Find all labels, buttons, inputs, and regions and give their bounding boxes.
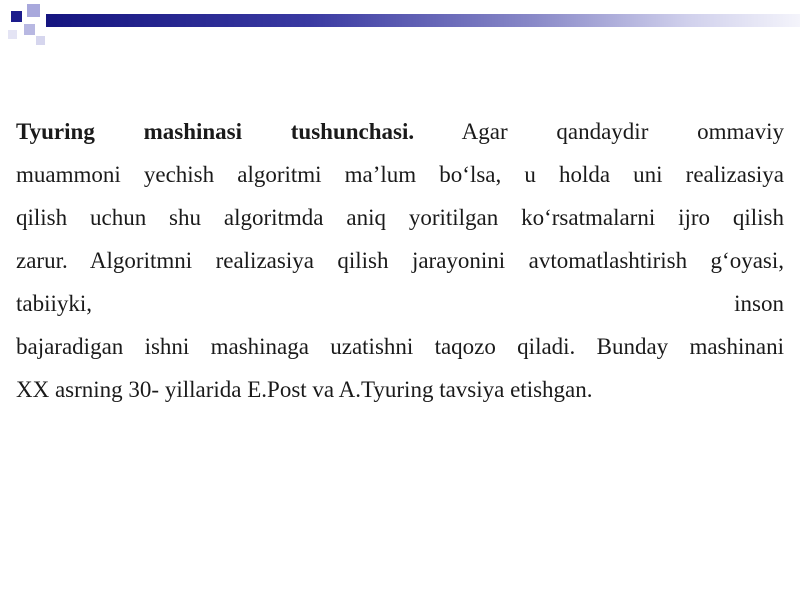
decorative-square <box>24 24 35 35</box>
text-line: bajaradigan ishni mashinaga uzatishni taqozo qiladi. Bunday mashinani <box>16 334 784 359</box>
text-line: XX asrning 30- yillarida E.Post va A.Tyuring tavsiya etishgan. <box>16 377 593 402</box>
text-line: qilish uchun shu algoritmda aniq yoritilgan ko‘rsatmalarni ijro qilish <box>16 205 784 230</box>
decorative-square <box>11 11 22 22</box>
decorative-square <box>27 4 40 17</box>
text-line: muammoni yechish algoritmi ma’lum bo‘lsa, u holda uni realizasiya <box>16 162 784 187</box>
text-fragment: tabiiyki, <box>16 291 93 316</box>
section-heading: Tyuring mashinasi tushunchasi. <box>16 119 415 144</box>
decorative-square <box>36 36 45 45</box>
header-gradient-bar <box>46 14 800 27</box>
decorative-square <box>8 30 17 39</box>
text-line <box>16 282 784 325</box>
slide-body-text <box>16 110 784 411</box>
text-line: zarur. Algoritmni realizasiya qilish jarayonini avtomatlashtirish g‘oyasi, <box>16 248 784 273</box>
text-fragment: Agar qandaydir ommaviy <box>461 119 784 144</box>
text-line <box>16 110 784 153</box>
text-fragment: inson <box>734 291 784 316</box>
